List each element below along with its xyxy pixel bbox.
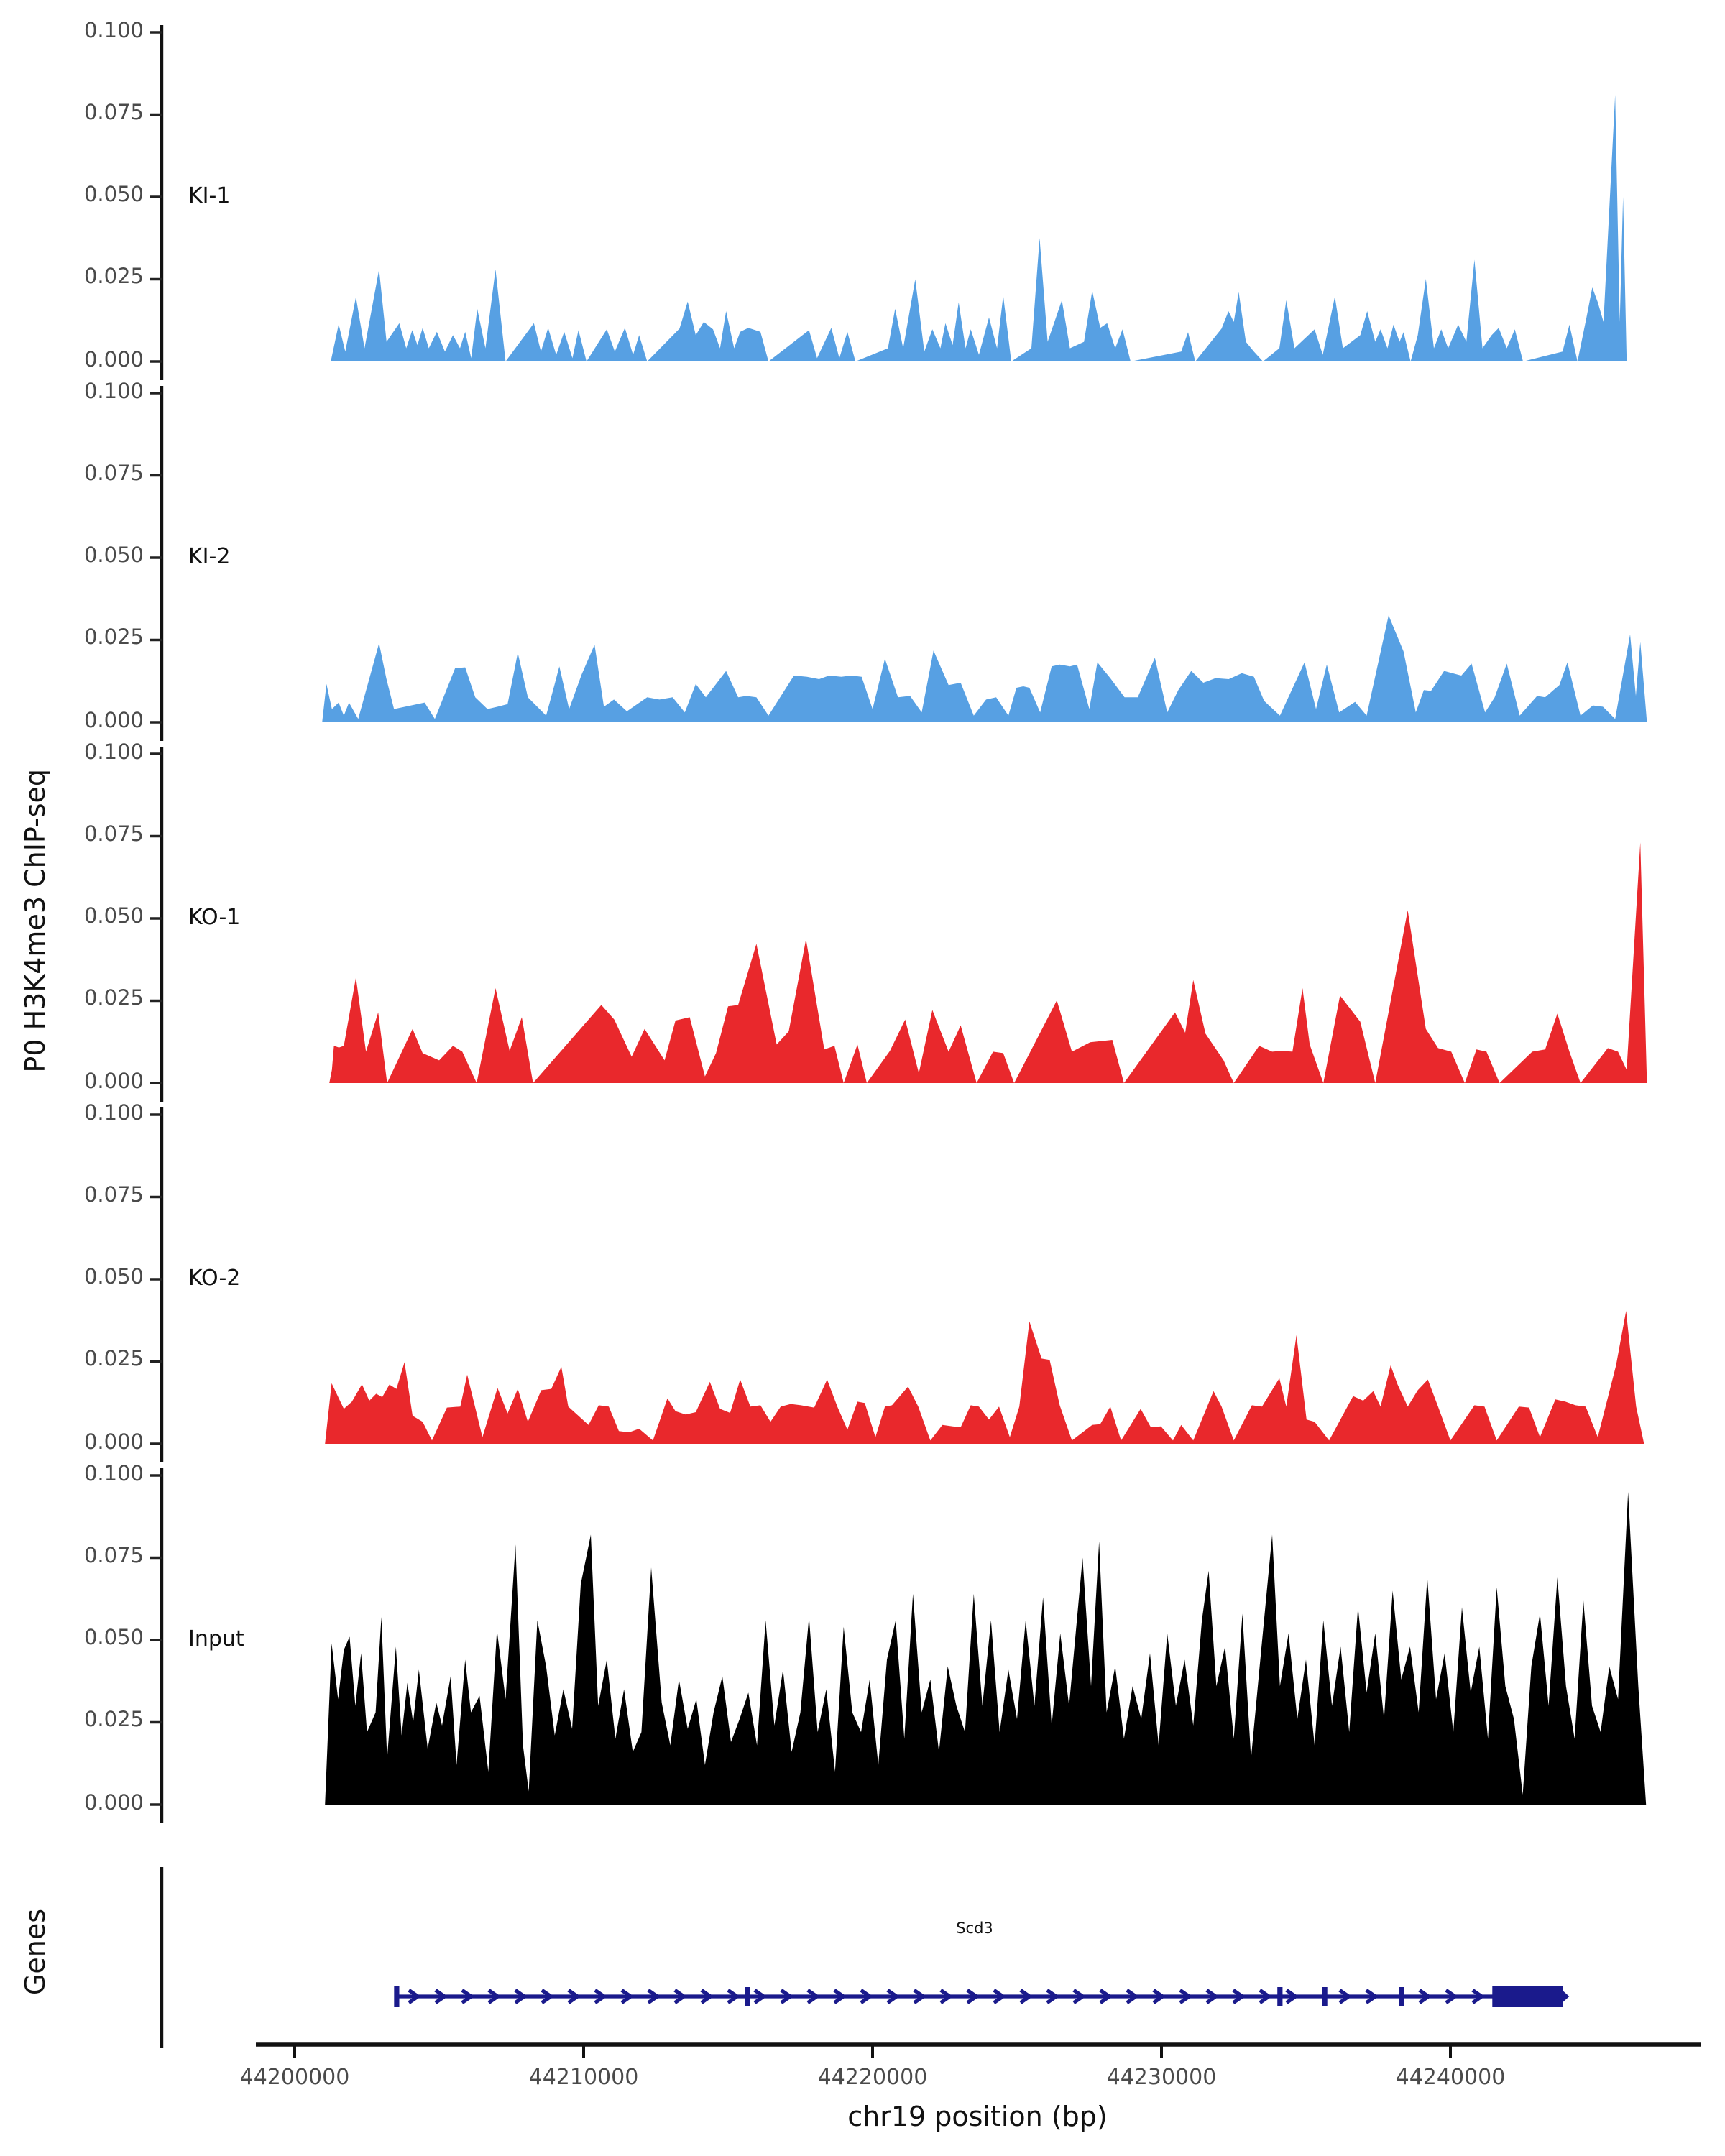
track-label-ko-1: KO-1 <box>188 904 241 930</box>
y-tick-label: 0.025 <box>83 987 144 1011</box>
y-tick-label: 0.050 <box>83 906 144 929</box>
y-axis-title: P0 H3K4me3 ChIP-seq <box>20 769 52 1073</box>
x-tick-label: 44210000 <box>528 2064 639 2090</box>
y-tick-label: 0.025 <box>83 266 144 290</box>
y-tick-label: 0.100 <box>83 19 144 42</box>
y-tick-label: 0.000 <box>83 1792 144 1815</box>
y-tick-label: 0.050 <box>83 1627 144 1650</box>
y-tick-label: 0.000 <box>83 709 144 732</box>
y-tick-label: 0.100 <box>83 741 144 764</box>
x-tick-label: 44200000 <box>239 2064 350 2090</box>
y-tick-label: 0.075 <box>83 1184 144 1207</box>
y-tick-label: 0.100 <box>83 1462 144 1485</box>
y-tick-label: 0.075 <box>83 1544 144 1568</box>
track-label-ko-2: KO-2 <box>188 1265 241 1291</box>
genes-panel-label: Genes <box>20 1909 52 1996</box>
y-tick-label: 0.075 <box>83 101 144 125</box>
y-tick-label: 0.050 <box>83 545 144 568</box>
y-tick-label: 0.025 <box>83 1709 144 1733</box>
y-tick-label: 0.100 <box>83 380 144 403</box>
track-label-ki-1: KI-1 <box>188 183 231 208</box>
y-tick-label: 0.050 <box>83 1266 144 1289</box>
y-tick-label: 0.075 <box>83 823 144 847</box>
y-tick-label: 0.025 <box>83 1348 144 1372</box>
x-tick-label: 44220000 <box>817 2064 928 2090</box>
y-tick-label: 0.100 <box>83 1102 144 1125</box>
x-axis-title: chr19 position (bp) <box>847 2101 1108 2133</box>
y-tick-label: 0.050 <box>83 184 144 207</box>
x-tick-label: 44240000 <box>1395 2064 1506 2090</box>
y-tick-label: 0.000 <box>83 349 144 372</box>
y-tick-label: 0.000 <box>83 1431 144 1454</box>
y-tick-label: 0.075 <box>83 462 144 486</box>
track-label-input: Input <box>188 1626 244 1651</box>
y-tick-label: 0.025 <box>83 627 144 650</box>
x-tick-label: 44230000 <box>1106 2064 1217 2090</box>
gene-name-label: Scd3 <box>956 1920 993 1938</box>
y-tick-label: 0.000 <box>83 1070 144 1093</box>
track-label-ki-2: KI-2 <box>188 543 231 569</box>
